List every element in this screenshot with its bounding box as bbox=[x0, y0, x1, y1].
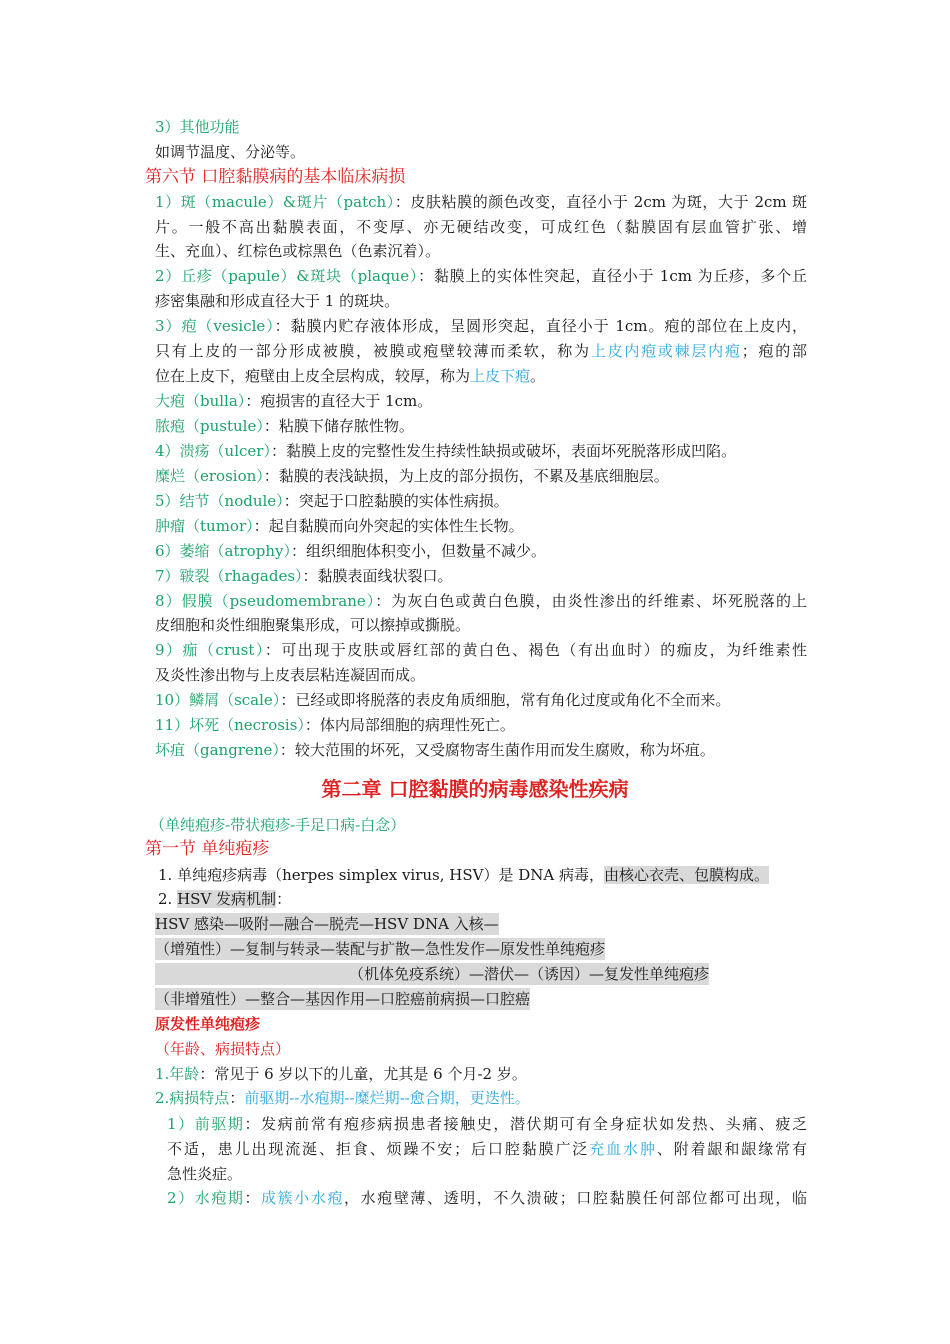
pathway-line: （机体免疫系统）—潜伏—（诱因）—复发性单纯疱疹 bbox=[155, 963, 709, 985]
definition-pseudomembrane bbox=[155, 590, 807, 612]
section-heading: 第一节 单纯疱疹 bbox=[145, 839, 270, 859]
text: 只有上皮的一部分形成被膜，被膜或疱壁较薄而柔软，称为 bbox=[155, 342, 591, 360]
text: ：常见于 6 岁以下的儿童，尤其是 6 个月-2 岁。 bbox=[199, 1065, 527, 1083]
paragraph-line: 疹密集融和形成直径大于 1 的斑块。 bbox=[155, 292, 400, 310]
pathway-line: HSV 感染—吸附—融合—脱壳—HSV DNA 入核— bbox=[155, 915, 499, 933]
term: 8）假膜（pseudomembrane） bbox=[155, 592, 376, 610]
definition-text: ：组织细胞体积变小，但数量不减少。 bbox=[290, 542, 546, 560]
list-item bbox=[158, 888, 291, 910]
definition-vesicle bbox=[155, 315, 807, 337]
label: 2.病损特点 bbox=[155, 1089, 230, 1107]
definition-papule bbox=[155, 265, 807, 287]
text: 2. bbox=[158, 890, 178, 908]
term: 脓疱（pustule） bbox=[155, 417, 264, 435]
text: 1. 单纯疱疹病毒（herpes simplex virus, HSV）是 DNA 病毒， bbox=[158, 866, 605, 884]
highlighted-text: HSV 发病机制 bbox=[177, 890, 277, 908]
definition-text: ：体内局部细胞的病理性死亡。 bbox=[304, 716, 515, 734]
term: 2）丘疹（papule）&斑块（plaque） bbox=[155, 267, 419, 285]
stage-vesicle bbox=[167, 1187, 807, 1209]
list-item bbox=[158, 864, 769, 886]
definition-text: ：黏膜内贮存液体形成，呈圆形突起，直径小于 1cm。疱的部位在上皮内， bbox=[274, 317, 807, 335]
subsection-subtitle: （年龄、病损特点） bbox=[155, 1040, 291, 1058]
term: 11）坏死（necrosis） bbox=[155, 716, 305, 734]
definition-necrosis bbox=[155, 714, 515, 736]
definition-text: ：突起于口腔黏膜的实体性病损。 bbox=[283, 492, 509, 510]
term: 3）疱（vesicle） bbox=[155, 317, 275, 335]
subsection-heading: 3）其他功能 bbox=[155, 118, 240, 136]
definition-text: ：皮肤粘膜的颜色改变，直径小于 2cm 为斑，大于 2cm 斑 bbox=[394, 193, 807, 211]
highlight-term: 上皮内疱或棘层内疱 bbox=[590, 342, 742, 360]
definition-text: ：黏膜上的实体性突起，直径小于 1cm 为丘疹，多个丘 bbox=[418, 267, 807, 285]
definition-text: ：粘膜下储存脓性物。 bbox=[263, 417, 414, 435]
paragraph-line: 及炎性渗出物与上皮表层粘连凝固而成。 bbox=[155, 666, 426, 684]
definition-text: ：可出现于皮肤或唇红部的黄白色、褐色（有出血时）的痂皮，为纤维素性 bbox=[264, 641, 807, 659]
definition-ulcer bbox=[155, 440, 736, 462]
chapter-subtitle: （单纯疱疹-带状疱疹-手足口病-白念） bbox=[150, 816, 406, 834]
definition-text: ：黏膜的表浅缺损，为上皮的部分损伤，不累及基底细胞层。 bbox=[263, 467, 669, 485]
highlight-term: 上皮下疱 bbox=[470, 367, 531, 385]
definition-text: ：黏膜上皮的完整性发生持续性缺损或破坏，表面坏死脱落形成凹陷。 bbox=[270, 442, 736, 460]
text: ： bbox=[244, 1189, 262, 1207]
definition-text: ：已经或即将脱落的表皮角质细胞，常有角化过度或角化不全而来。 bbox=[280, 691, 731, 709]
definition-text: ：疱损害的直径大于 1cm。 bbox=[245, 392, 433, 410]
list-item-lesion bbox=[155, 1087, 530, 1109]
paragraph-line: 急性炎症。 bbox=[167, 1165, 243, 1183]
label: 2）水疱期 bbox=[167, 1189, 245, 1207]
term: 5）结节（nodule） bbox=[155, 492, 284, 510]
definition-gangrene bbox=[155, 739, 715, 761]
label: 1）前驱期 bbox=[167, 1115, 245, 1133]
text: 不适，患儿出现流涎、拒食、烦躁不安；后口腔黏膜广泛 bbox=[167, 1140, 590, 1158]
label: 1.年龄 bbox=[155, 1065, 200, 1083]
paragraph-line bbox=[155, 365, 545, 387]
term: 6）萎缩（atrophy） bbox=[155, 542, 291, 560]
chapter-title: 第二章 口腔黏膜的病毒感染性疾病 bbox=[321, 777, 629, 801]
term: 大疱（bulla） bbox=[155, 392, 246, 410]
highlighted-text: 由核心衣壳、包膜构成。 bbox=[604, 866, 770, 884]
term: 4）溃疡（ulcer） bbox=[155, 442, 271, 460]
text: ：发病前常有疱疹病损患者接触史，潜伏期可有全身症状如发热、头痛、疲乏 bbox=[244, 1115, 807, 1133]
term: 糜烂（erosion） bbox=[155, 467, 264, 485]
term: 10）鳞屑（scale） bbox=[155, 691, 281, 709]
definition-macule bbox=[155, 191, 807, 213]
text: 。 bbox=[530, 367, 546, 385]
definition-scale bbox=[155, 689, 730, 711]
paragraph-line: 片。一般不高出黏膜表面，不变厚、亦无硬结改变，可成红色（黏膜固有层血管扩张、增 bbox=[155, 218, 807, 236]
highlight-term: 前驱期--水疱期--糜烂期--愈合期，更迭性。 bbox=[244, 1089, 530, 1107]
definition-crust bbox=[155, 639, 807, 661]
definition-rhagades bbox=[155, 565, 453, 587]
list-item-age bbox=[155, 1063, 527, 1085]
definition-pustule bbox=[155, 415, 414, 437]
term: 1）斑（macule）&斑片（patch） bbox=[155, 193, 395, 211]
section-heading: 第六节 口腔黏膜病的基本临床病损 bbox=[145, 167, 406, 187]
pathway-line: （非增殖性）—整合—基因作用—口腔癌前病损—口腔癌 bbox=[155, 990, 531, 1008]
paragraph-line bbox=[167, 1138, 807, 1160]
term: 7）皲裂（rhagades） bbox=[155, 567, 303, 585]
highlight-term: 成簇小水疱 bbox=[261, 1189, 345, 1207]
definition-text: ：为灰白色或黄白色膜，由炎性渗出的纤维素、坏死脱落的上 bbox=[375, 592, 807, 610]
stage-prodromal bbox=[167, 1113, 807, 1135]
definition-text: ：较大范围的坏死，又受腐物寄生菌作用而发生腐败，称为坏疽。 bbox=[279, 741, 715, 759]
text: ；疱的部 bbox=[741, 342, 807, 360]
definition-text: ：黏膜表面线状裂口。 bbox=[302, 567, 453, 585]
pathway-line: （增殖性）—复制与转录—装配与扩散—急性发作—原发性单纯疱疹 bbox=[155, 940, 606, 958]
text: 位在上皮下，疱壁由上皮全层构成，较厚，称为 bbox=[155, 367, 471, 385]
text: ： bbox=[276, 890, 292, 908]
subsection-heading: 原发性单纯疱疹 bbox=[155, 1015, 261, 1033]
text: ，水疱壁薄、透明，不久溃破；口腔黏膜任何部位都可出现，临 bbox=[344, 1189, 807, 1207]
definition-erosion bbox=[155, 465, 669, 487]
definition-text: ：起自黏膜而向外突起的实体性生长物。 bbox=[253, 517, 524, 535]
definition-tumor bbox=[155, 515, 524, 537]
term: 9）痂（crust） bbox=[155, 641, 265, 659]
highlight-term: 充血水肿 bbox=[589, 1140, 657, 1158]
text: 、附着龈和龈缘常有 bbox=[656, 1140, 807, 1158]
paragraph-line: 生、充血）、红棕色或棕黑色（色素沉着）。 bbox=[155, 242, 441, 260]
definition-atrophy bbox=[155, 540, 546, 562]
term: 坏疽（gangrene） bbox=[155, 741, 280, 759]
text: ： bbox=[229, 1089, 245, 1107]
paragraph: 如调节温度、分泌等。 bbox=[155, 143, 306, 161]
definition-nodule bbox=[155, 490, 509, 512]
paragraph-line bbox=[155, 340, 807, 362]
definition-bulla bbox=[155, 390, 432, 412]
term: 肿瘤（tumor） bbox=[155, 517, 254, 535]
paragraph-line: 皮细胞和炎性细胞聚集形成，可以擦掉或撕脱。 bbox=[155, 616, 471, 634]
